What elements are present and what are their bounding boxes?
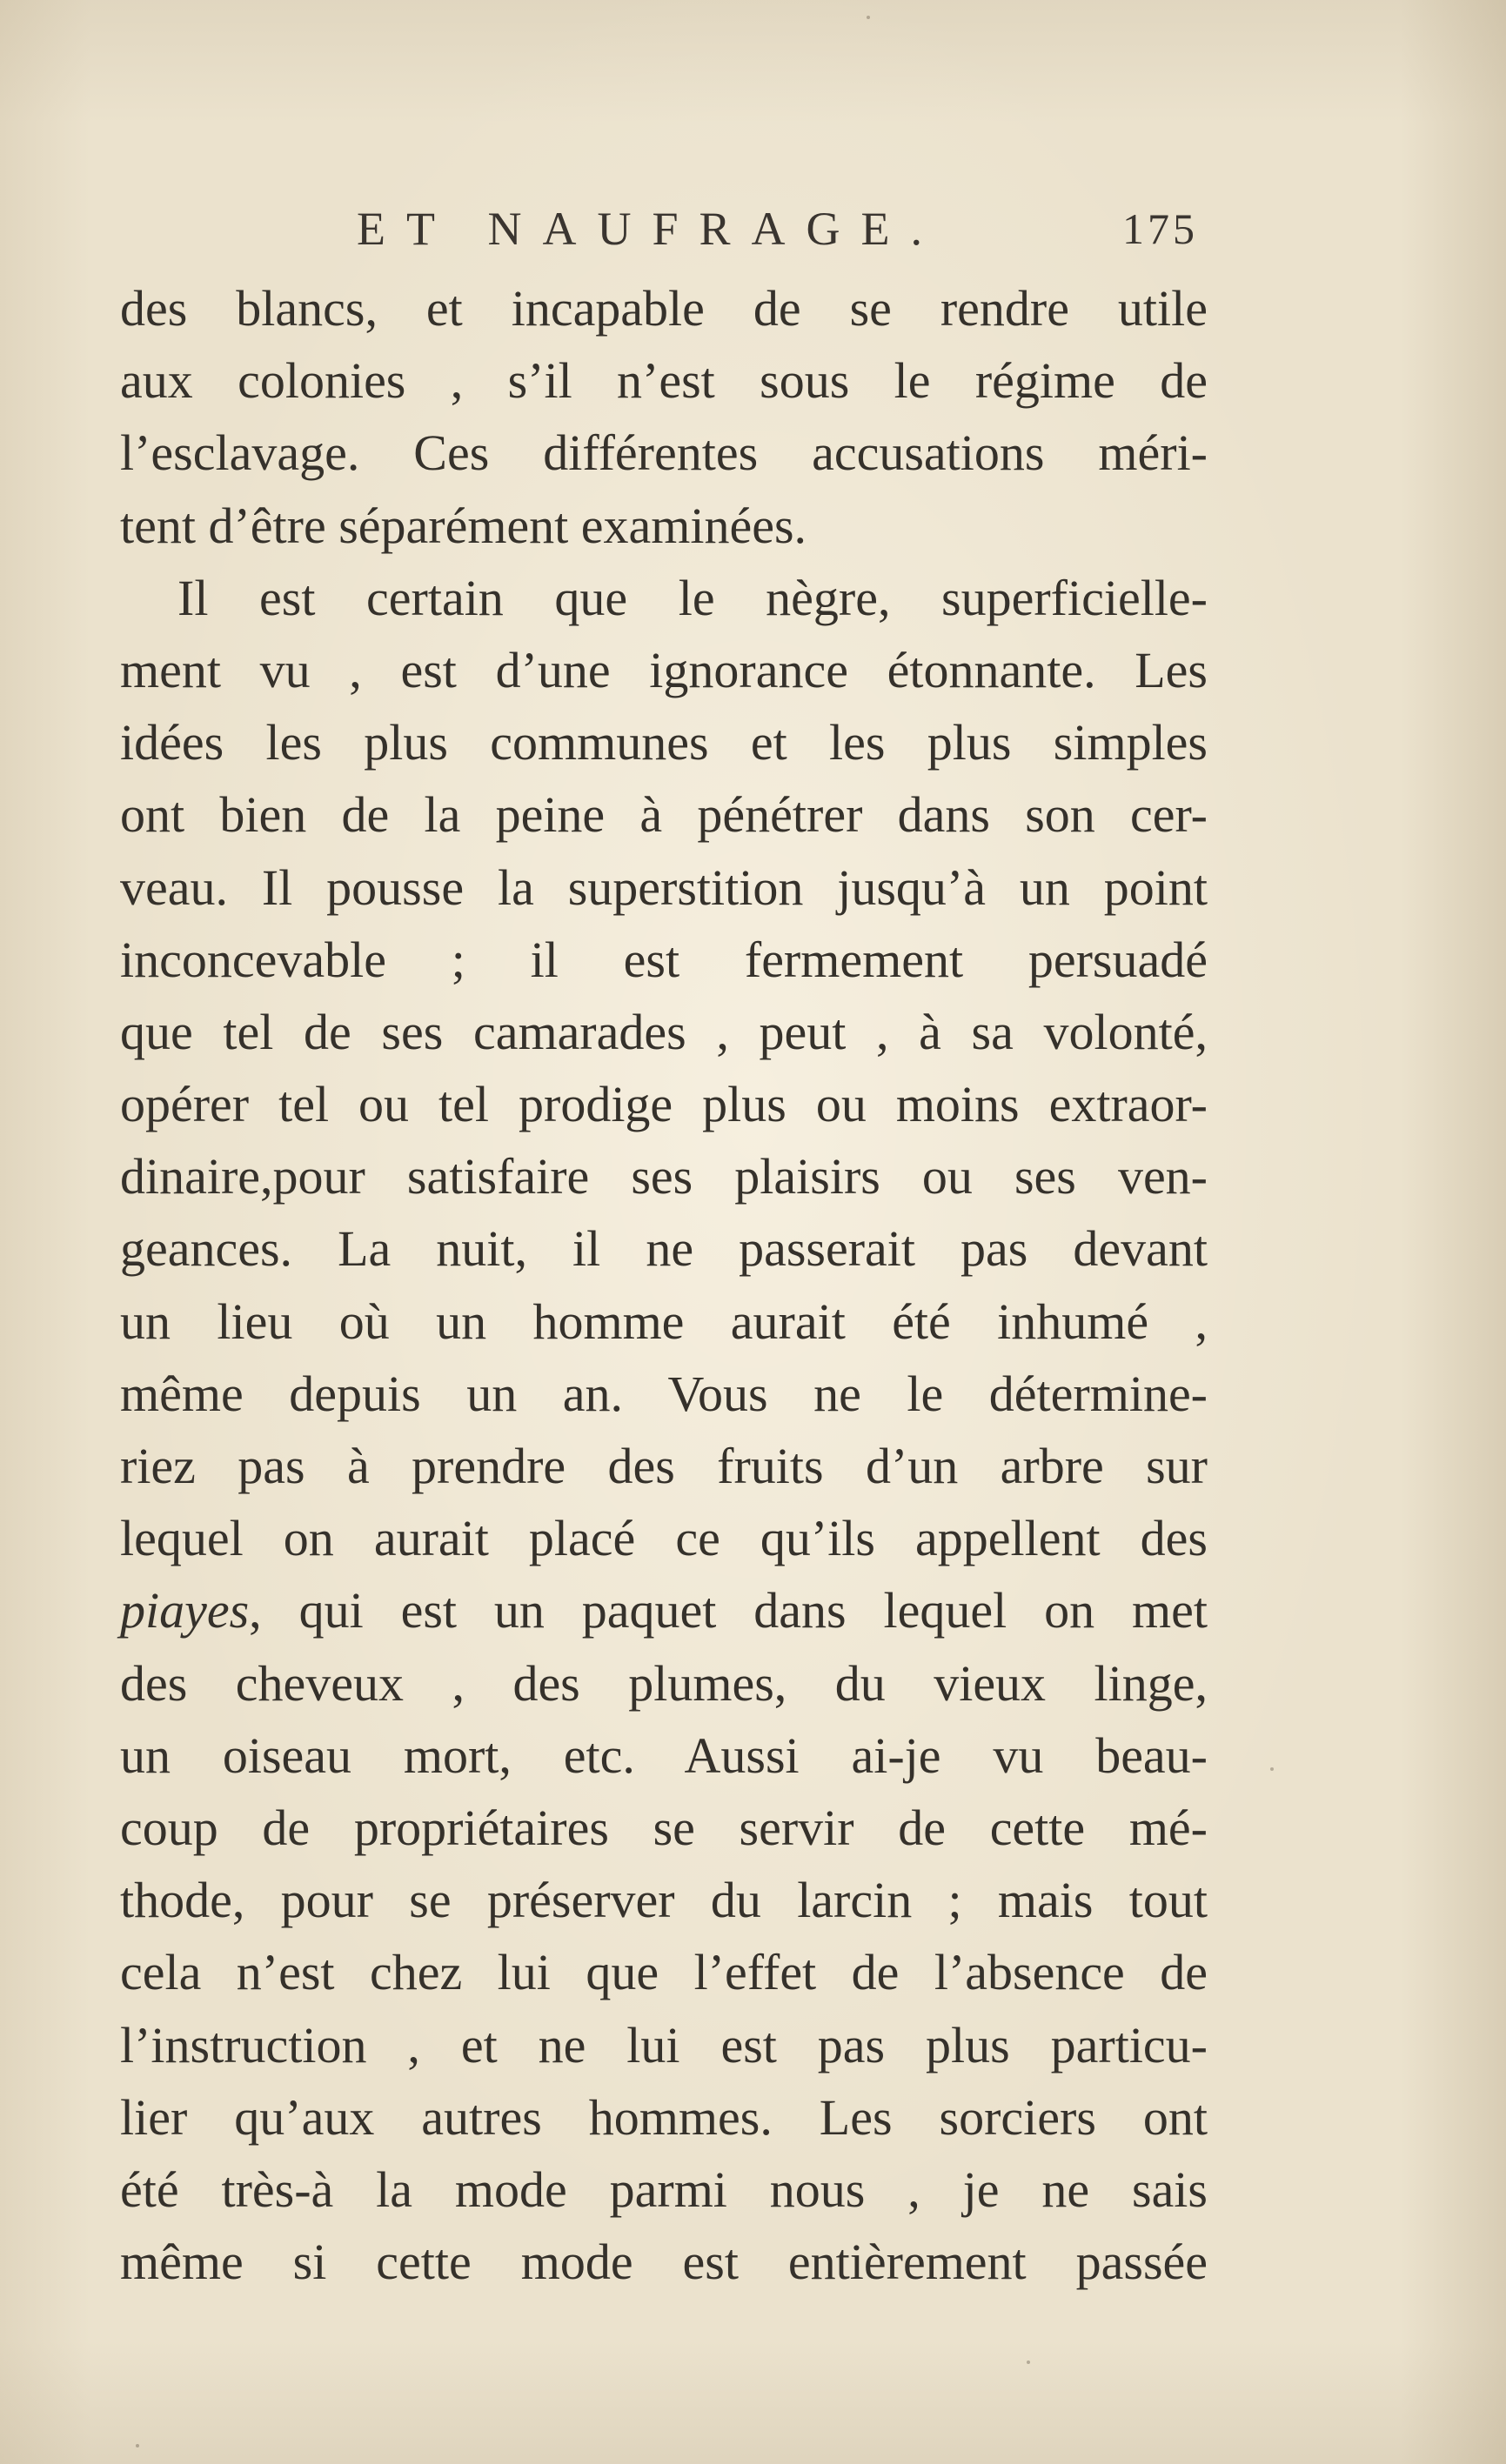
text-line-rest: , qui est un paquet dans lequel on met — [249, 1582, 1208, 1639]
text-line: que tel de ses camarades , peut , à sa volonté, — [120, 1003, 1208, 1060]
page-number: 175 — [1122, 204, 1198, 253]
text-line: des cheveux , des plumes, du vieux linge, — [120, 1654, 1208, 1712]
text-line: ont bien de la peine à pénétrer dans son cer- — [120, 786, 1208, 844]
paper-speck — [867, 16, 870, 19]
paper-speck — [158, 310, 162, 313]
text-line: cela n’est chez lui que l’effet de l’absence de — [120, 1944, 1208, 2001]
text-line: dinaire,pour satisfaire ses plaisirs ou ses ven- — [120, 1148, 1208, 1205]
paper-speck — [136, 2444, 139, 2447]
italic-term: piayes — [120, 1582, 250, 1639]
text-line: été très-à la mode parmi nous , je ne sais — [120, 2160, 1208, 2218]
text-line: coup de propriétaires se servir de cette mé- — [120, 1799, 1208, 1856]
paper-speck — [1270, 1767, 1274, 1771]
text-line: l’instruction , et ne lui est pas plus particu- — [120, 2016, 1208, 2073]
text-line: un lieu où un homme aurait été inhumé , — [120, 1292, 1208, 1350]
text-line: idées les plus communes et les plus simples — [120, 714, 1208, 771]
text-line: lequel on aurait placé ce qu’ils appellent des — [120, 1510, 1208, 1567]
text-line: thode, pour se préserver du larcin ; mais tout — [120, 1872, 1208, 1929]
text-line: des blancs, et incapable de se rendre utile — [120, 280, 1208, 337]
text-line: geances. La nuit, il ne passerait pas devant — [120, 1220, 1208, 1278]
paper-speck — [1027, 2360, 1030, 2364]
running-head: ET NAUFRAGE. — [357, 203, 944, 255]
text-line: riez pas à prendre des fruits d’un arbre sur — [120, 1438, 1208, 1494]
text-line: tent d’être séparément examinées. — [120, 497, 807, 554]
text-line: veau. Il pousse la superstition jusqu’à un point — [120, 858, 1208, 916]
paragraph-first-line: Il est certain que le nègre, superficielle- — [177, 569, 1208, 626]
text-line: ment vu , est d’une ignorance étonnante. Les — [120, 641, 1208, 698]
text-line: opérer tel ou tel prodige plus ou moins extraor- — [120, 1076, 1208, 1133]
text-line: aux colonies , s’il n’est sous le régime de — [120, 352, 1208, 410]
text-line: inconcevable ; il est fermement persuadé — [120, 931, 1208, 988]
text-line: même depuis un an. Vous ne le détermine- — [120, 1365, 1208, 1422]
text-line: l’esclavage. Ces différentes accusations méri- — [120, 424, 1208, 482]
text-line: lier qu’aux autres hommes. Les sorciers ont — [120, 2088, 1208, 2146]
text-line: un oiseau mort, etc. Aussi ai-je vu beau- — [120, 1726, 1208, 1784]
body-text — [120, 272, 1208, 2298]
text-line: même si cette mode est entièrement passée — [120, 2234, 1208, 2291]
text-line — [120, 1574, 1208, 1646]
